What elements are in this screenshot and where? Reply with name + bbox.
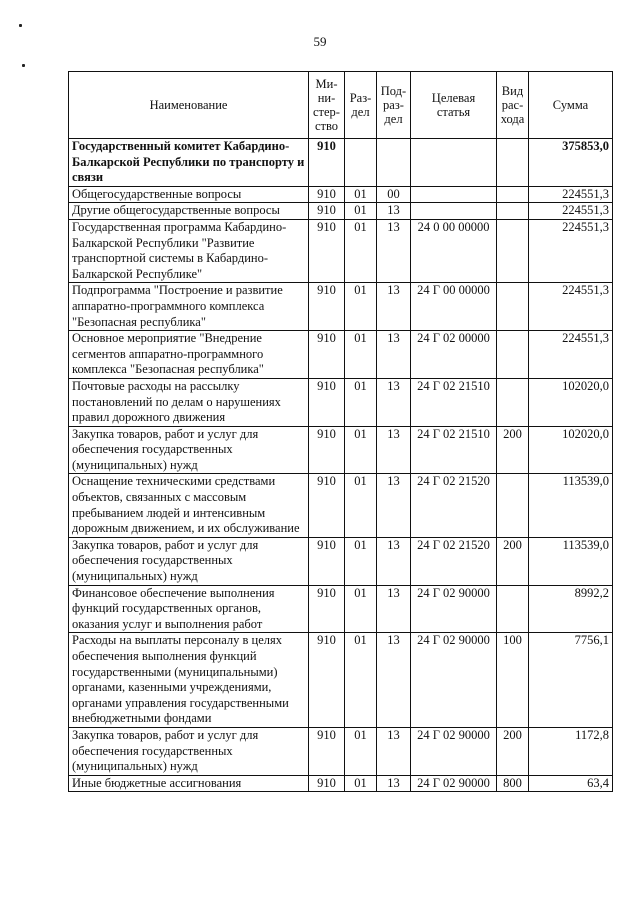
cell-amount: 1172,8: [529, 727, 613, 775]
header-section: Раз- дел: [345, 72, 377, 139]
scan-mark-bottom: [22, 64, 25, 67]
cell-target-article: 24 Г 02 21520: [411, 474, 497, 537]
cell-ministry: 910: [309, 633, 345, 728]
cell-section: 01: [345, 426, 377, 474]
header-target-article: Целевая статья: [411, 72, 497, 139]
cell-subsection: 13: [377, 331, 411, 379]
page-number: 59: [313, 34, 327, 49]
table-row: [69, 633, 613, 728]
cell-subsection: 13: [377, 727, 411, 775]
table-row: [69, 426, 613, 474]
cell-name: Расходы на выплаты персоналу в целях обеспечения выполнения функций государственными (муниципальными) органами, казенными учреждениями, органами управления государственными внебюджетными фондами: [69, 633, 309, 728]
cell-section: 01: [345, 537, 377, 585]
budget-table: [68, 71, 613, 792]
cell-expense-type: 200: [497, 537, 529, 585]
cell-ministry: 910: [309, 585, 345, 633]
cell-name: Закупка товаров, работ и услуг для обеспечения государственных (муниципальных) нужд: [69, 727, 309, 775]
table-row: [69, 775, 613, 792]
cell-section: 01: [345, 633, 377, 728]
cell-expense-type: [497, 139, 529, 187]
cell-target-article: 24 0 00 00000: [411, 219, 497, 282]
cell-expense-type: [497, 378, 529, 426]
cell-ministry: 910: [309, 775, 345, 792]
table-row: [69, 203, 613, 220]
cell-subsection: 13: [377, 203, 411, 220]
cell-target-article: 24 Г 02 90000: [411, 775, 497, 792]
cell-target-article: 24 Г 02 90000: [411, 727, 497, 775]
cell-amount: 224551,3: [529, 219, 613, 282]
cell-expense-type: [497, 283, 529, 331]
cell-ministry: 910: [309, 474, 345, 537]
cell-amount: 102020,0: [529, 378, 613, 426]
table-row: [69, 283, 613, 331]
cell-target-article: [411, 203, 497, 220]
cell-amount: 7756,1: [529, 633, 613, 728]
cell-subsection: 13: [377, 426, 411, 474]
cell-target-article: 24 Г 02 21520: [411, 537, 497, 585]
cell-name: Общегосударственные вопросы: [69, 186, 309, 203]
cell-target-article: 24 Г 02 21510: [411, 378, 497, 426]
cell-target-article: 24 Г 00 00000: [411, 283, 497, 331]
cell-ministry: 910: [309, 378, 345, 426]
cell-subsection: [377, 139, 411, 187]
header-ministry: Ми- ни- стер- ство: [309, 72, 345, 139]
table-row: [69, 331, 613, 379]
table-row: [69, 585, 613, 633]
cell-expense-type: [497, 331, 529, 379]
table-row: [69, 537, 613, 585]
cell-amount: 8992,2: [529, 585, 613, 633]
cell-subsection: 13: [377, 585, 411, 633]
cell-amount: 113539,0: [529, 537, 613, 585]
cell-section: 01: [345, 585, 377, 633]
table-row: [69, 727, 613, 775]
cell-ministry: 910: [309, 219, 345, 282]
header-name: Наименование: [69, 72, 309, 139]
cell-expense-type: [497, 219, 529, 282]
cell-expense-type: [497, 186, 529, 203]
cell-target-article: [411, 139, 497, 187]
cell-name: Другие общегосударственные вопросы: [69, 203, 309, 220]
table-row: [69, 186, 613, 203]
cell-target-article: 24 Г 02 00000: [411, 331, 497, 379]
cell-amount: 113539,0: [529, 474, 613, 537]
cell-name: Почтовые расходы на рассылку постановлений по делам о нарушениях правил дорожного движения: [69, 378, 309, 426]
cell-section: 01: [345, 378, 377, 426]
header-amount: Сумма: [529, 72, 613, 139]
cell-amount: 63,4: [529, 775, 613, 792]
cell-target-article: 24 Г 02 21510: [411, 426, 497, 474]
cell-ministry: 910: [309, 537, 345, 585]
cell-name: Иные бюджетные ассигнования: [69, 775, 309, 792]
cell-section: 01: [345, 283, 377, 331]
cell-section: 01: [345, 203, 377, 220]
header-expense-type: Вид рас- хода: [497, 72, 529, 139]
cell-ministry: 910: [309, 727, 345, 775]
table-row: [69, 219, 613, 282]
cell-ministry: 910: [309, 426, 345, 474]
header-subsection: Под- раз- дел: [377, 72, 411, 139]
cell-expense-type: [497, 585, 529, 633]
cell-name: Государственный комитет Кабардино-Балкарской Республики по транспорту и связи: [69, 139, 309, 187]
cell-amount: 375853,0: [529, 139, 613, 187]
cell-subsection: 13: [377, 219, 411, 282]
cell-subsection: 13: [377, 633, 411, 728]
cell-subsection: 13: [377, 775, 411, 792]
cell-ministry: 910: [309, 203, 345, 220]
cell-subsection: 13: [377, 537, 411, 585]
cell-expense-type: [497, 203, 529, 220]
cell-name: Основное мероприятие "Внедрение сегментов аппаратно-программного комплекса "Безопасная республика": [69, 331, 309, 379]
table-row: [69, 378, 613, 426]
cell-target-article: 24 Г 02 90000: [411, 633, 497, 728]
table-row: [69, 474, 613, 537]
cell-name: Финансовое обеспечение выполнения функций государственных органов, оказания услуг и выполнения работ: [69, 585, 309, 633]
cell-name: Государственная программа Кабардино-Балкарской Республики "Развитие транспортной системы в Кабардино-Балкарской Республике": [69, 219, 309, 282]
cell-amount: 102020,0: [529, 426, 613, 474]
cell-ministry: 910: [309, 186, 345, 203]
cell-ministry: 910: [309, 283, 345, 331]
cell-amount: 224551,3: [529, 186, 613, 203]
cell-expense-type: 200: [497, 727, 529, 775]
cell-ministry: 910: [309, 331, 345, 379]
cell-subsection: 00: [377, 186, 411, 203]
cell-section: 01: [345, 331, 377, 379]
cell-name: Подпрограмма "Построение и развитие аппаратно-программного комплекса "Безопасная республика": [69, 283, 309, 331]
table-header-row: [69, 72, 613, 139]
cell-section: 01: [345, 219, 377, 282]
cell-subsection: 13: [377, 378, 411, 426]
cell-section: 01: [345, 727, 377, 775]
cell-target-article: 24 Г 02 90000: [411, 585, 497, 633]
cell-expense-type: 100: [497, 633, 529, 728]
cell-subsection: 13: [377, 474, 411, 537]
cell-section: 01: [345, 775, 377, 792]
cell-target-article: [411, 186, 497, 203]
cell-name: Закупка товаров, работ и услуг для обеспечения государственных (муниципальных) нужд: [69, 537, 309, 585]
cell-section: [345, 139, 377, 187]
table-row: [69, 139, 613, 187]
scan-mark-top: [19, 24, 22, 27]
cell-expense-type: [497, 474, 529, 537]
cell-ministry: 910: [309, 139, 345, 187]
cell-name: Закупка товаров, работ и услуг для обеспечения государственных (муниципальных) нужд: [69, 426, 309, 474]
cell-subsection: 13: [377, 283, 411, 331]
cell-amount: 224551,3: [529, 283, 613, 331]
cell-amount: 224551,3: [529, 203, 613, 220]
cell-expense-type: 200: [497, 426, 529, 474]
cell-name: Оснащение техническими средствами объектов, связанных с массовым пребыванием людей и интенсивным дорожным движением, и их обслуживание: [69, 474, 309, 537]
cell-amount: 224551,3: [529, 331, 613, 379]
cell-section: 01: [345, 186, 377, 203]
cell-expense-type: 800: [497, 775, 529, 792]
cell-section: 01: [345, 474, 377, 537]
